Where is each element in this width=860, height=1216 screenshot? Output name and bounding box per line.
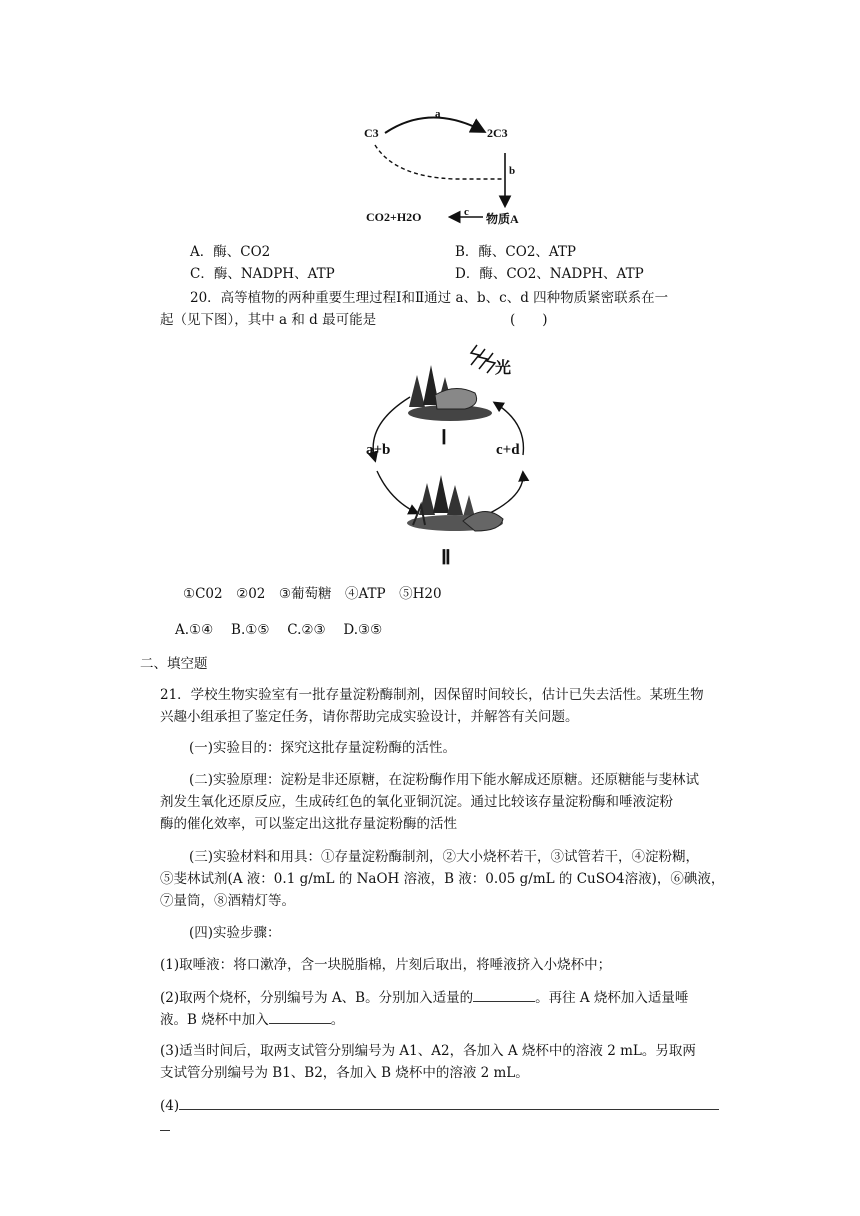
- q21-step2-text-b: 。再往 A 烧杯加入适量唾: [535, 990, 689, 1006]
- q21-step3-line2: 支试管分别编号为 B1、B2，各加入 B 烧杯中的溶液 2 mL。: [160, 1065, 529, 1081]
- q21-purpose: (一)实验目的：探究这批存量淀粉酶的活性。: [189, 740, 457, 756]
- step2-blank-2[interactable]: [269, 1009, 331, 1024]
- arrow-b-label: b: [509, 165, 516, 177]
- q21-materials-line2: ⑤斐林试剂(A 液：0.1 g/mL 的 NaOH 溶液，B 液：0.05 g/mL 的 CuSO4溶液)，⑥碘液，: [160, 871, 725, 887]
- q20-items: ①C02 ②02 ③葡萄糖 ④ATP ⑤H20: [183, 586, 442, 602]
- arrow-down-left: [377, 471, 417, 513]
- q21-step1: (1)取唾液：将口漱净，含一块脱脂棉，片刻后取出，将唾液挤入小烧杯中；: [160, 957, 612, 973]
- q19-option-c: C．酶、NADPH、ATP: [190, 266, 335, 282]
- q21-principle-line3: 酶的催化效率，可以鉴定出这批存量淀粉酶的活性: [160, 816, 457, 832]
- sunlight-icon: [471, 345, 495, 373]
- step2-blank-1[interactable]: [473, 987, 535, 1002]
- arrow-a: [385, 117, 483, 133]
- q21-step2-text-c: 液。B 烧杯中加入: [160, 1012, 269, 1028]
- q21-step4-line: [160, 1095, 719, 1116]
- process-2-label: Ⅱ: [441, 547, 451, 569]
- respiration-scene-image: [407, 475, 503, 531]
- arrow-up-right: [490, 473, 523, 513]
- arrow-c-label: c: [464, 206, 469, 218]
- section-title: 二、填空题: [140, 656, 208, 672]
- q21-step2-text-d: 。: [330, 1012, 345, 1028]
- 2c3-label: 2C3: [487, 126, 508, 140]
- arrow-a-label: a: [435, 108, 441, 120]
- q21-step2-text-a: (2)取两个烧杯，分别编号为 A、B。分别加入适量的: [160, 990, 474, 1006]
- light-label: 光: [495, 358, 512, 377]
- q19-option-a: A．酶、CO2: [190, 244, 271, 260]
- q21-step2-line2: [160, 1009, 344, 1030]
- co2-h2o-label: CO2+H2O: [366, 210, 422, 224]
- photosynthesis-scene-image: [408, 365, 492, 421]
- q20-stem-line1: 20．高等植物的两种重要生理过程Ⅰ和Ⅱ通过 a、b、c、d 四种物质紧密联系在一: [190, 290, 669, 306]
- a-plus-b-label: a+b: [366, 442, 391, 458]
- q21-principle-line1: (二)实验原理：淀粉是非还原糖，在淀粉酶作用下能水解成还原糖。还原糖能与斐林试: [189, 772, 700, 788]
- q21-intro-line1: 21．学校生物实验室有一批存量淀粉酶制剂，因保留时间较长，估计已失去活性。某班生物: [160, 687, 704, 703]
- q20-stem-line2: 起（见下图），其中 a 和 d 最可能是: [160, 312, 377, 328]
- c-plus-d-label: c+d: [496, 442, 520, 458]
- q21-step3-line1: (3)适当时间后，取两支试管分别编号为 A1、A2，各加入 A 烧杯中的溶液 2 mL。另取两: [160, 1043, 696, 1059]
- q21-materials-line1: (三)实验材料和用具：①存量淀粉酶制剂，②大小烧杯若干，③试管若干，④淀粉糊，: [189, 849, 700, 865]
- q21-step2-line1: [160, 987, 688, 1008]
- step4-answer-blank[interactable]: [179, 1095, 719, 1110]
- q21-step4-label: (4): [160, 1098, 180, 1114]
- q21-intro-line2: 兴趣小组承担了鉴定任务，请你帮助完成实验设计，并解答有关问题。: [160, 709, 579, 725]
- q21-steps-title: (四)实验步骤：: [189, 925, 281, 941]
- q21-principle-line2: 剂发生氧化还原反应，生成砖红色的氧化亚铜沉淀。通过比较该存量淀粉酶和唾液淀粉: [160, 794, 673, 810]
- q20-options: A.①④ B.①⑤ C.②③ D.③⑤: [175, 622, 383, 638]
- c3-label: C3: [364, 126, 379, 140]
- q20-answer-paren: ( ): [510, 312, 548, 328]
- q19-option-d: D．酶、CO2、NADPH、ATP: [455, 266, 644, 282]
- step4-answer-blank-continued[interactable]: [160, 1130, 170, 1131]
- substance-a-label: 物质A: [486, 212, 519, 226]
- q19-option-b: B．酶、CO2、ATP: [455, 244, 577, 260]
- process-1-label: Ⅰ: [441, 427, 447, 449]
- dashed-return: [375, 145, 505, 179]
- q21-materials-line3: ⑦量筒，⑧酒精灯等。: [160, 893, 295, 909]
